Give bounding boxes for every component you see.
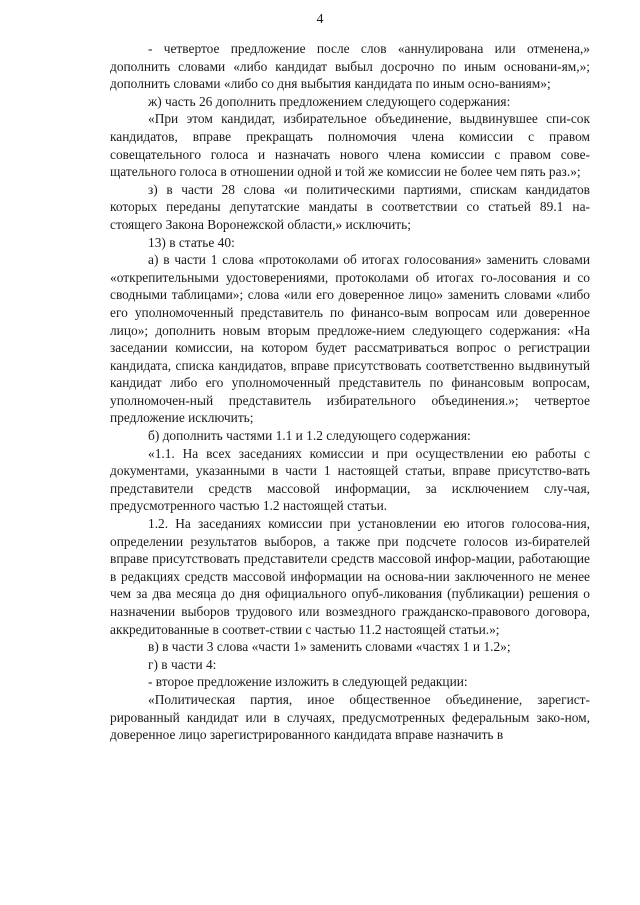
paragraph-5: 13) в статье 40: <box>148 234 235 250</box>
paragraph-9: 1.2. На заседаниях комиссии при установлении ею итогов голосова-ния, определении результатов выборов, а также при подсчете голосов из-бирателей вправе присутствовать представители средств массовой инфор-мации, работающие в редакциях средств массовой информации на основа-нии заключенного не менее чем за два месяца до дня официального опуб-ликования (публикации) решения о назначении выборов трудового или возмездного гражданско-правового договора, аккредитованные в соответ-ствии с частью 11.2 настоящей статьи.»; <box>110 516 590 637</box>
paragraph-2: ж) часть 26 дополнить предложением следующего содержания: <box>148 93 511 109</box>
document-body <box>110 40 590 744</box>
paragraph-12: - второе предложение изложить в следующей редакции: <box>148 674 468 690</box>
paragraph-3: «При этом кандидат, избирательное объединение, выдвинувшее спи-сок кандидатов, вправе прекращать полномочия члена комиссии с правом совещательного голоса и назначать нового члена комиссии с правом сове-щательного голоса в отношении одной и той же комиссии не более чем пять раз.»; <box>110 111 590 180</box>
paragraph-10: в) в части 3 слова «части 1» заменить словами «частях 1 и 1.2»; <box>148 639 511 655</box>
paragraph-8: «1.1. На всех заседаниях комиссии и при осуществлении ею работы с документами, указанными в части 1 настоящей статьи, вправе присутство-вать представители средств массовой информации, за исключением слу-чая, предусмотренного частью 1.2 настоящей статьи. <box>110 445 590 514</box>
paragraph-1: - четвертое предложение после слов «аннулирована или отменена,» дополнить словами «либо кандидат выбыл досрочно по иным основани-ям,»; дополнить словами «либо со дня выбытия кандидата по иным осно-ваниям»; <box>110 41 590 92</box>
paragraph-7: б) дополнить частями 1.1 и 1.2 следующего содержания: <box>148 428 471 444</box>
paragraph-6: а) в части 1 слова «протоколами об итогах голосования» заменить словами «открепительными удостоверениями, протоколами об итогах го-лосования и со сводными таблицами»; слова «или его доверенное лицо» заменить словами «либо его уполномоченный представитель по финансо-вым вопросам или доверенное лицо»; дополнить новым вторым предложе-нием следующего содержания: «На заседании комиссии, на котором будет рассматриваться вопрос о регистрации кандидата, списка кандидатов, вправе присутствовать соответственно выдвинутый кандидат либо его уполномоченный представитель по финансовым вопросам, уполномочен-ный представитель избирательного объединения.»; четвертое предложение исключить; <box>110 252 590 426</box>
paragraph-4: з) в части 28 слова «и политическими партиями, спискам кандидатов которых переданы депутатские мандаты в соответствии со статьей 89.1 на-стоящего Закона Воронежской области,» исключить; <box>110 181 590 232</box>
paragraph-11: г) в части 4: <box>148 656 217 672</box>
paragraph-13: «Политическая партия, иное общественное объединение, зарегист-рированный кандидат или в случаях, предусмотренных федеральным зако-ном, доверенное лицо зарегистрированного кандидата вправе назначить в <box>110 691 590 743</box>
page-number: 4 <box>316 12 324 27</box>
